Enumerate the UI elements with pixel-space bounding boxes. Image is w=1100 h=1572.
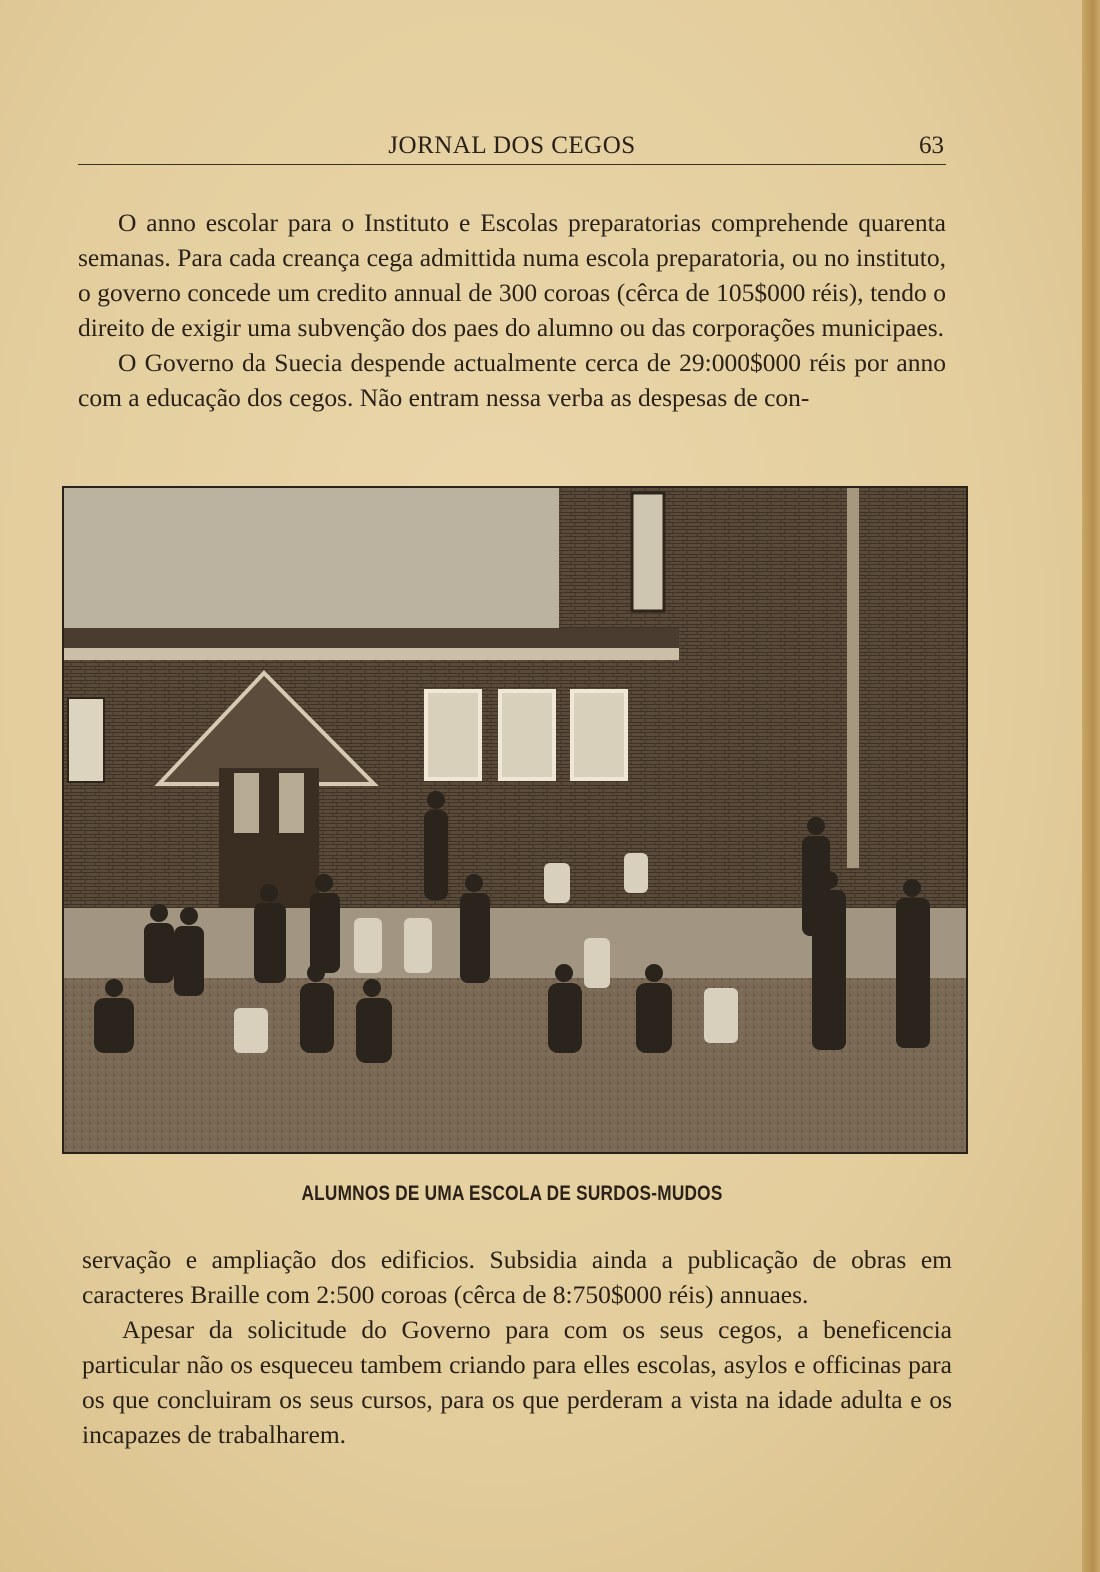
paragraph-government-spending: O Governo da Suecia despende actualmente cerca de 29:000$000 réis por anno com a educação dos cegos. Não entram nessa verba as despesas de con-: [78, 348, 946, 412]
bottom-text-block: [82, 1242, 952, 1452]
door-glass-right: [279, 773, 304, 833]
window-3: [572, 691, 626, 779]
drainpipe: [847, 488, 859, 868]
window-2: [500, 691, 554, 779]
page-number: 63: [919, 132, 944, 159]
paragraph-continuation: servação e ampliação dos edificios. Subsidia ainda a publicação de obras em caracteres Braille com 2:500 coroas (cêrca de 8:750$000 réis) annuaes.: [82, 1245, 952, 1309]
upper-window: [632, 493, 664, 611]
running-title: JORNAL DOS CEGOS: [388, 132, 636, 159]
photo-illustration: [64, 488, 966, 1152]
left-window: [68, 698, 104, 782]
school-photograph: [62, 486, 968, 1154]
paragraph-private-charity: Apesar da solicitude do Governo para com os seus cegos, a beneficencia particular não os esqueceu tambem criando para elles escolas, asylos e officinas para os que concluiram os seus cursos, para os que perderam a vista na idade adulta e os incapazes de trabalharem.: [82, 1315, 952, 1449]
page-header: [78, 130, 946, 165]
cornice: [64, 648, 679, 660]
paragraph-school-year: O anno escolar para o Instituto e Escolas preparatorias comprehende quarenta semanas. Para cada creança cega admittida numa escola preparatoria, ou no instituto, o governo concede um credito annual de 300 coroas (cêrca de 105$000 réis), tendo o direito de exigir uma subvenção dos paes do alumno ou das corporações municipaes.: [78, 208, 946, 342]
figure-caption: ALUMNOS DE UMA ESCOLA DE SURDOS-MUDOS: [301, 1182, 723, 1205]
top-text-block: [78, 205, 946, 415]
window-1: [426, 691, 480, 779]
page-edge: [1082, 0, 1100, 1572]
door-glass-left: [234, 773, 259, 833]
